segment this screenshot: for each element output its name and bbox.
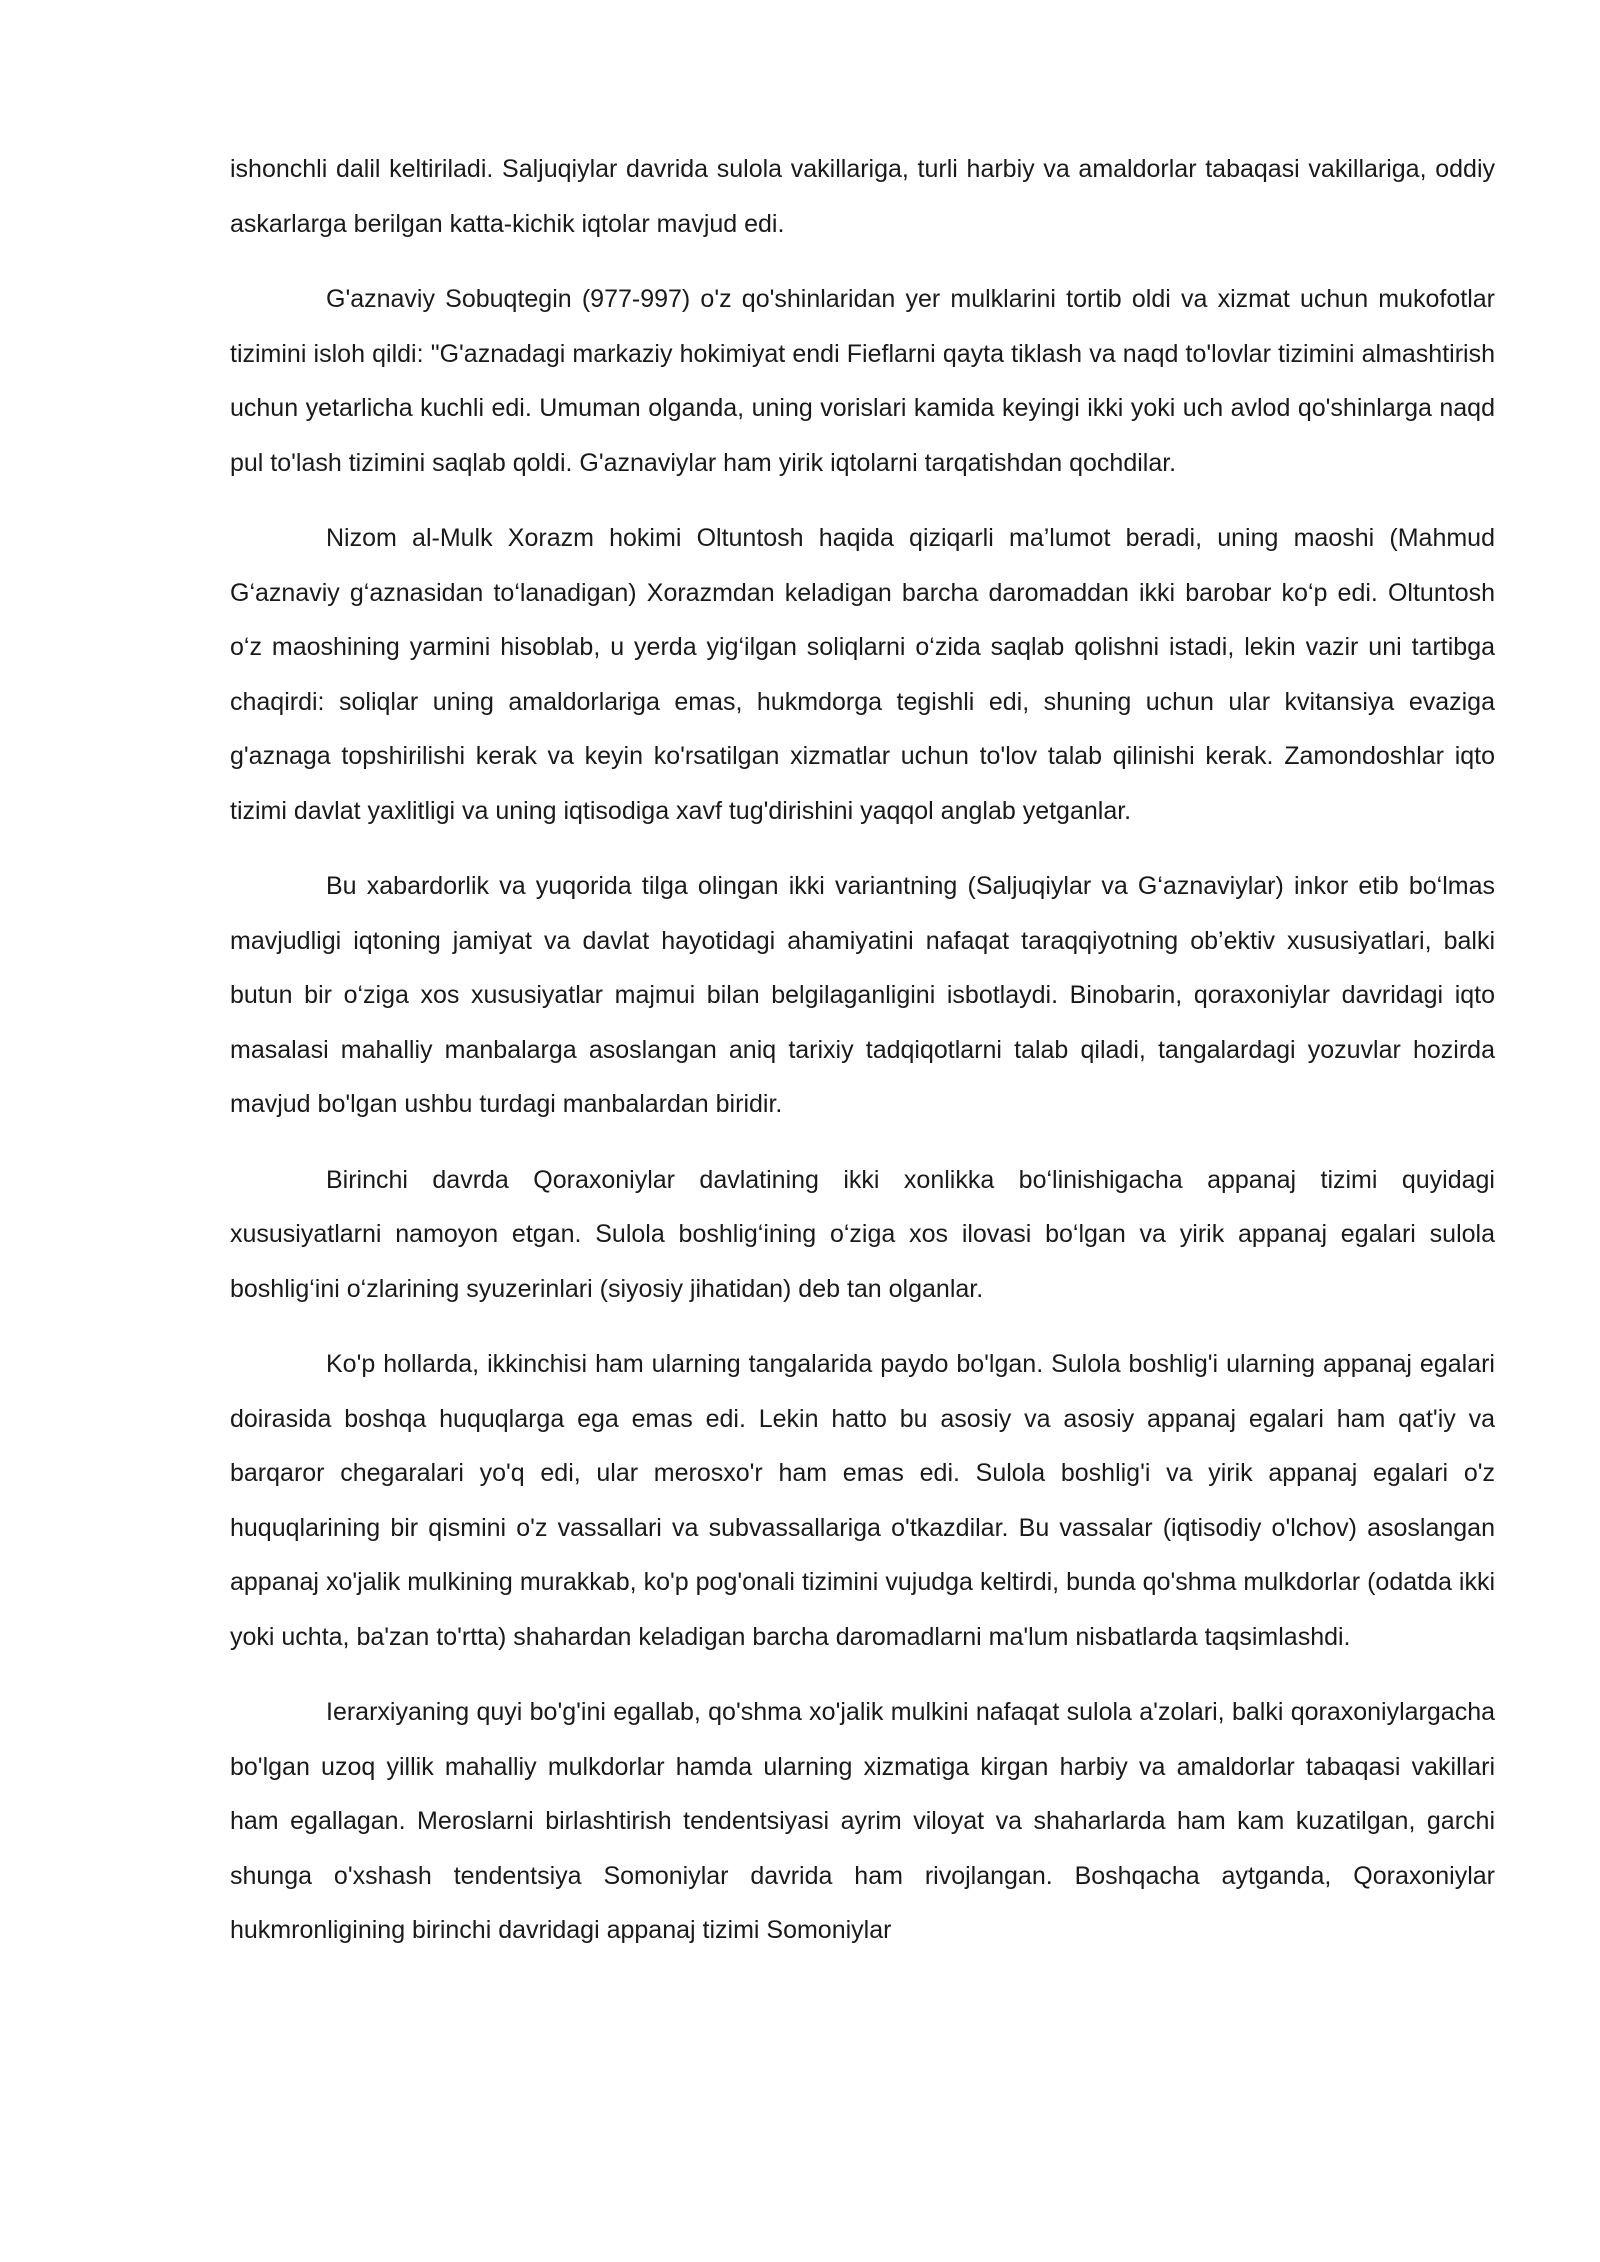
paragraph-5: Birinchi davrda Qoraxoniylar davlatining ikki xonlikka bo‘linishigacha appanaj tizimi quyidagi xususiyatlarni namoyon etgan. Sulola boshlig‘ining o‘ziga xos ilovasi bo‘lgan va yirik appanaj egalari sulola boshlig‘ini o‘zlarining syuzerinlari (siyosiy jihatidan) deb tan olganlar.: [230, 1165, 1495, 1303]
paragraph-7: Ierarxiyaning quyi bo'g'ini egallab, qo'shma xo'jalik mulkini nafaqat sulola a'zolari, balki qoraxoniylargacha bo'lgan uzoq yillik mahalliy mulkdorlar hamda ularning xizmatiga kirgan harbiy va amaldorlar tabaqasi vakillari ham egallagan. Meroslarni birlashtirish tendentsiyasi ayrim viloyat va shaharlarda ham kam kuzatilgan, garchi shunga o'xshash tendentsiya Somoniylar davrida ham rivojlangan. Boshqacha aytganda, Qoraxoniylar hukmronligining birinchi davridagi appanaj tizimi Somoniylar: [230, 1698, 1495, 1944]
paragraph-2: G'aznaviy Sobuqtegin (977-997) o'z qo'shinlaridan yer mulklarini tortib oldi va xizmat uchun mukofotlar tizimini isloh qildi: "G'aznadagi markaziy hokimiyat endi Fieflarni qayta tiklash va naqd to'lovlar tizimini almashtirish uchun yetarlicha kuchli edi. Umuman olganda, uning vorislari kamida keyingi ikki yoki uch avlod qo'shinlarga naqd pul to'lash tizimini saqlab qoldi. G'aznaviylar ham yirik iqtolarni tarqatishdan qochdilar.: [230, 285, 1495, 477]
paragraph-3: Nizom al-Mulk Xorazm hokimi Oltuntosh haqida qiziqarli ma’lumot beradi, uning maoshi (Mahmud G‘aznaviy g‘aznasidan to‘lanadigan) Xorazmdan keladigan barcha daromaddan ikki barobar ko‘p edi. Oltuntosh o‘z maoshining yarmini hisoblab, u yerda yig‘ilgan soliqlarni o‘zida saqlab qolishni istadi, lekin vazir uni tartibga chaqirdi: soliqlar uning amaldorlariga emas, hukmdorga tegishli edi, shuning uchun ular kvitansiya evaziga g'aznaga topshirilishi kerak va keyin ko'rsatilgan xizmatlar uchun to'lov talab qilinishi kerak. Zamondoshlar iqto tizimi davlat yaxlitligi va uning iqtisodiga xavf tug'dirishini yaqqol anglab yetganlar.: [230, 524, 1495, 825]
paragraph-1: ishonchli dalil keltiriladi. Saljuqiylar davrida sulola vakillariga, turli harbiy va amaldorlar tabaqasi vakillariga, oddiy askarlarga berilgan katta-kichik iqtolar mavjud edi.: [230, 155, 1495, 238]
paragraph-6: Ko'p hollarda, ikkinchisi ham ularning tangalarida paydo bo'lgan. Sulola boshlig'i ularning appanaj egalari doirasida boshqa huquqlarga ega emas edi. Lekin hatto bu asosiy va asosiy appanaj egalari ham qat'iy va barqaror chegaralari yo'q edi, ular merosxo'r ham emas edi. Sulola boshlig'i va yirik appanaj egalari o'z huquqlarining bir qismini o'z vassallari va subvassallariga o'tkazdilar. Bu vassalar (iqtisodiy o'lchov) asoslangan appanaj xo'jalik mulkining murakkab, ko'p pog'onali tizimini vujudga keltirdi, bunda qo'shma mulkdorlar (odatda ikki yoki uchta, ba'zan to'rtta) shahardan keladigan barcha daromadlarni ma'lum nisbatlarda taqsimlashdi.: [230, 1350, 1495, 1651]
paragraph-4: Bu xabardorlik va yuqorida tilga olingan ikki variantning (Saljuqiylar va G‘aznaviylar) inkor etib bo‘lmas mavjudligi iqtoning jamiyat va davlat hayotidagi ahamiyatini nafaqat taraqqiyotning ob’ektiv xususiyatlari, balki butun bir o‘ziga xos xususiyatlar majmui bilan belgilaganligini isbotlaydi. Binobarin, qoraxoniylar davridagi iqto masalasi mahalliy manbalarga asoslangan aniq tarixiy tadqiqotlarni talab qiladi, tangalardagi yozuvlar hozirda mavjud bo'lgan ushbu turdagi manbalardan biridir.: [230, 872, 1495, 1118]
document-page: [230, 142, 1495, 1979]
